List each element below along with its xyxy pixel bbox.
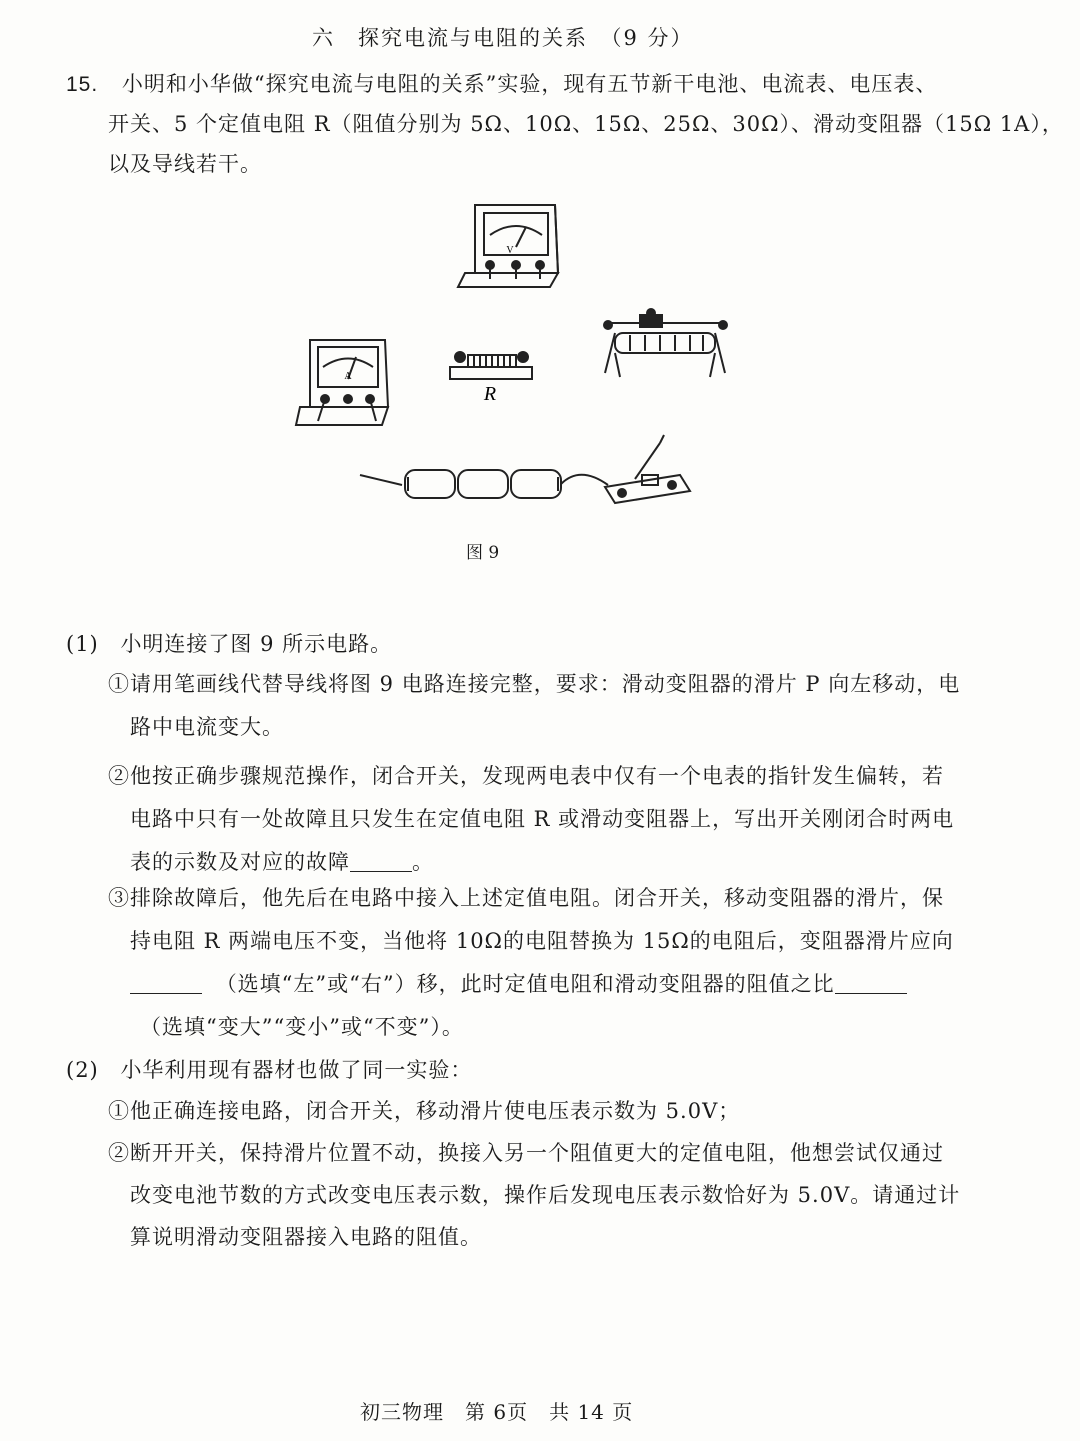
part2-s2-line2: 改变电池节数的方式改变电压表示数，操作后发现电压表示数恰好为 5.0V。请通过计 — [130, 1183, 961, 1207]
question-intro-3: 以及导线若干。 — [108, 152, 262, 176]
question-number: 15. — [66, 73, 99, 96]
part2-label: (2) — [66, 1058, 99, 1082]
part1-q3-line1: ③排除故障后，他先后在电路中接入上述定值电阻。闭合开关，移动变阻器的滑片，保 — [108, 886, 944, 910]
part1-q3-line4: （选填“变大”“变小”或“不变”）。 — [140, 1015, 464, 1039]
voltmeter-symbol: V — [506, 245, 514, 256]
part2-s1: ①他正确连接电路，闭合开关，移动滑片使电压表示数为 5.0V； — [108, 1099, 741, 1123]
answer-blank-fault[interactable] — [350, 850, 412, 872]
ammeter-drawing — [296, 340, 388, 425]
part1-q2-line3 — [130, 846, 434, 876]
question-intro-2: 开关、5 个定值电阻 R（阻值分别为 5Ω、10Ω、15Ω、25Ω、30Ω）、滑动变阻器（15Ω 1A）， — [108, 112, 1064, 136]
battery-pack-drawing — [360, 470, 608, 498]
part2-stem-line — [66, 1054, 472, 1084]
answer-blank-ratio[interactable] — [835, 972, 907, 994]
question-line-1 — [66, 68, 937, 98]
figure-9-apparatus — [290, 195, 750, 515]
resistor-label: R — [483, 383, 497, 405]
figure-caption: 图 9 — [466, 543, 500, 563]
part2-s2-line1: ②断开开关，保持滑片位置不动，换接入另一个阻值更大的定值电阻，他想尝试仅通过 — [108, 1141, 944, 1165]
part1-q2-line3a: 表的示数及对应的故障 — [130, 850, 350, 874]
ammeter-symbol: A — [344, 371, 352, 382]
rheostat-drawing — [604, 309, 727, 377]
question-intro-1: 小明和小华做“探究电流与电阻的关系”实验，现有五节新干电池、电流表、电压表、 — [121, 72, 938, 96]
part2-stem: 小华利用现有器材也做了同一实验： — [120, 1058, 473, 1082]
switch-drawing — [605, 435, 690, 503]
part1-q1-line1: ①请用笔画线代替导线将图 9 电路连接完整，要求：滑动变阻器的滑片 P 向左移动，电 — [108, 672, 961, 696]
part1-label: (1) — [66, 632, 99, 656]
section-title: 六 探究电流与电阻的关系 （9 分） — [312, 26, 694, 50]
part1-q2-line1: ②他按正确步骤规范操作，闭合开关，发现两电表中仅有一个电表的指针发生偏转，若 — [108, 764, 944, 788]
part1-stem-line — [66, 628, 392, 658]
part2-s2-line3: 算说明滑动变阻器接入电路的阻值。 — [130, 1225, 482, 1249]
part1-q3-line3 — [130, 968, 907, 998]
resistor-drawing — [450, 352, 532, 379]
part1-q3-line3-text: （选填“左”或“右”）移，此时定值电阻和滑动变阻器的阻值之比 — [215, 972, 835, 996]
page-footer: 初三物理 第 6页 共 14 页 — [360, 1400, 634, 1424]
part1-q3-line2: 持电阻 R 两端电压不变，当他将 10Ω的电阻替换为 15Ω的电阻后，变阻器滑片应向 — [130, 929, 954, 953]
part1-q2-line3b: 。 — [412, 850, 434, 874]
part1-q2-line2: 电路中只有一处故障且只发生在定值电阻 R 或滑动变阻器上，写出开关刚闭合时两电 — [130, 807, 955, 831]
part1-stem: 小明连接了图 9 所示电路。 — [120, 632, 393, 656]
part1-q1-line2: 路中电流变大。 — [130, 715, 284, 739]
answer-blank-direction[interactable] — [130, 972, 202, 994]
